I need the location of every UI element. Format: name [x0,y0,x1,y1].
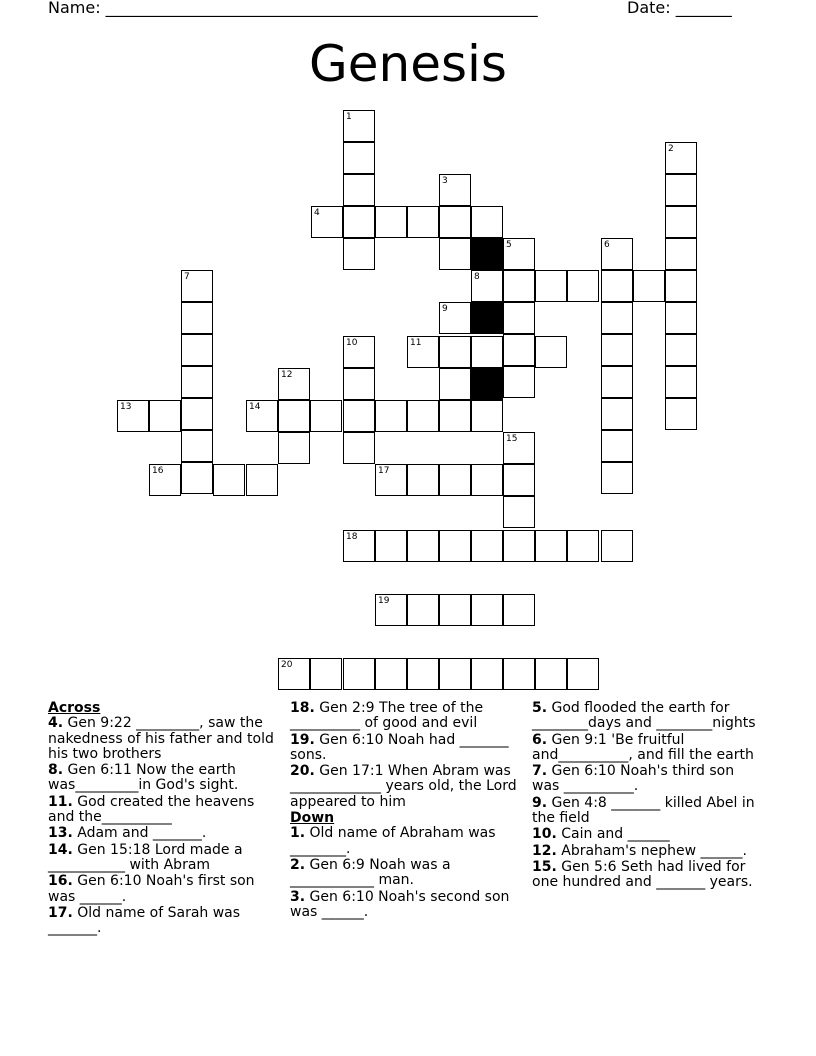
clue-number-label: 19. [290,731,315,748]
clue-number-label: 17. [48,904,73,921]
grid-cell[interactable] [665,206,697,238]
grid-cell[interactable] [567,530,599,562]
grid-cell[interactable] [375,594,407,626]
grid-cell[interactable] [665,142,697,174]
black-cell [471,302,503,334]
grid-cell[interactable] [439,658,471,690]
clue: 7. Gen 6:10 Noah's third son was __________. [532,763,735,795]
clue-number-label: 1. [290,825,306,842]
clue: 3. Gen 6:10 Noah's second son was ______. [290,888,510,920]
clue-number: 4 [314,208,320,218]
grid-cell[interactable] [439,464,471,496]
grid-cell[interactable] [278,368,310,400]
grid-cell[interactable] [181,398,213,430]
grid-cell[interactable] [375,658,407,690]
grid-cell[interactable] [439,206,471,238]
grid-cell[interactable] [471,594,503,626]
clue-number-label: 4. [48,715,64,732]
clue-column-2 [290,701,522,921]
clue: 5. God flooded the earth for ________days and ________nights [532,700,756,732]
grid-cell[interactable] [665,270,697,302]
grid-cell[interactable] [439,368,471,400]
black-cell [471,368,503,400]
grid-cell[interactable] [407,464,439,496]
clue-number-label: 12. [532,842,557,859]
grid-cell[interactable] [567,270,599,302]
clue: 9. Gen 4:8 _______ killed Abel in the field [532,794,755,827]
grid-cell[interactable] [601,366,633,398]
grid-cell[interactable] [601,462,633,494]
clue-number: 18 [346,532,358,542]
clue-number: 11 [410,338,422,348]
grid-cell[interactable] [601,270,633,302]
clue: 15. Gen 5:6 Seth had lived for one hundred and _______ years. [532,858,753,891]
grid-cell[interactable] [181,270,213,302]
clue-column-1 [48,701,278,937]
grid-cell[interactable] [439,530,471,562]
down-heading: Down [290,810,335,827]
grid-cell[interactable] [471,336,503,368]
grid-cell[interactable] [503,302,535,334]
clue-number: 3 [442,176,448,186]
grid-cell[interactable] [601,530,633,562]
grid-cell[interactable] [633,270,665,302]
clue-number-label: 3. [290,888,306,905]
clue: 10. Cain and ______ [532,826,670,843]
grid-cell[interactable] [601,238,633,270]
grid-cell[interactable] [407,594,439,626]
clue-number-label: 16. [48,873,73,890]
date-field: Date: _______ [627,0,732,17]
grid-cell[interactable] [471,206,503,238]
grid-cell[interactable] [181,334,213,366]
grid-cell[interactable] [601,398,633,430]
clue-number: 15 [506,434,518,444]
clue: 20. Gen 17:1 When Abram was _____________ years old, the Lord appeared to him [290,763,517,810]
grid-cell[interactable] [343,400,375,432]
grid-cell[interactable] [181,462,213,494]
grid-cell[interactable] [503,464,535,496]
grid-cell[interactable] [503,432,535,464]
clue: 8. Gen 6:11 Now the earth was_________in God's sight. [48,762,239,794]
clue-number-label: 7. [532,763,548,780]
clue-number-label: 10. [532,826,557,843]
grid-cell[interactable] [601,430,633,462]
clue-number-label: 11. [48,793,73,810]
grid-cell[interactable] [343,110,375,142]
grid-cell[interactable] [503,594,535,626]
clue: 11. God created the heavens and the__________ [48,793,255,826]
clue: 18. Gen 2:9 The tree of the __________ of good and evil [290,700,484,732]
grid-cell[interactable] [310,400,342,432]
clue-number-label: 6. [532,731,548,748]
grid-cell[interactable] [181,302,213,334]
grid-cell[interactable] [407,658,439,690]
clue-number: 5 [506,240,512,250]
grid-cell[interactable] [503,334,535,366]
black-cell [471,238,503,270]
grid-cell[interactable] [665,366,697,398]
clue-number: 2 [668,144,674,154]
clue: 12. Abraham's nephew ______. [532,842,747,859]
grid-cell[interactable] [471,270,503,302]
grid-cell[interactable] [439,302,471,334]
clue-number: 9 [442,304,448,314]
clue-number: 1 [346,112,352,122]
grid-cell[interactable] [343,206,375,238]
grid-cell[interactable] [535,336,567,368]
clue: 2. Gen 6:9 Noah was a ____________ man. [290,856,451,889]
clue-number: 10 [346,338,358,348]
clue-number-label: 20. [290,763,315,780]
clue-number-label: 9. [532,794,548,811]
clue-number-label: 14. [48,841,73,858]
grid-cell[interactable] [535,270,567,302]
grid-cell[interactable] [310,658,342,690]
grid-cell[interactable] [471,530,503,562]
grid-cell[interactable] [503,270,535,302]
grid-cell[interactable] [503,530,535,562]
clue-number: 17 [378,466,390,476]
grid-cell[interactable] [343,658,375,690]
grid-cell[interactable] [181,366,213,398]
grid-cell[interactable] [601,334,633,366]
grid-cell[interactable] [407,400,439,432]
grid-cell[interactable] [503,238,535,270]
clue-number-label: 13. [48,825,73,842]
name-field: Name: ______________________________________________________ [48,0,538,17]
clue-number: 12 [281,370,293,380]
across-heading: Across [48,700,101,716]
clue-number-label: 15. [532,858,557,875]
clue: 1. Old name of Abraham was ________. [290,825,496,857]
grid-cell[interactable] [439,174,471,206]
clue-number: 16 [152,466,164,476]
grid-cell[interactable] [311,206,343,238]
clue: 17. Old name of Sarah was _______. [48,904,241,937]
clue-number: 8 [474,272,480,282]
clue-number: 14 [249,402,261,412]
grid-cell[interactable] [149,464,181,496]
grid-cell[interactable] [471,464,503,496]
clue: 4. Gen 9:22 _________, saw the nakedness of his father and told his two brothers [48,715,274,762]
grid-cell[interactable] [278,400,310,432]
clue-number-label: 8. [48,762,64,779]
grid-cell[interactable] [343,336,375,368]
grid-cell[interactable] [471,400,503,432]
grid-cell[interactable] [665,334,697,366]
grid-cell[interactable] [439,594,471,626]
grid-cell[interactable] [439,336,471,368]
clue-number: 7 [184,272,190,282]
grid-cell[interactable] [665,174,697,206]
grid-cell[interactable] [601,302,633,334]
grid-cell[interactable] [407,206,439,238]
grid-cell[interactable] [343,238,375,270]
grid-cell[interactable] [213,464,245,496]
page-title: Genesis [309,35,507,93]
grid-cell[interactable] [343,368,375,400]
grid-cell[interactable] [117,400,149,432]
grid-cell[interactable] [407,530,439,562]
grid-cell[interactable] [535,658,567,690]
grid-cell[interactable] [375,206,407,238]
clue-number-label: 5. [532,700,548,716]
grid-cell[interactable] [343,432,375,464]
grid-cell[interactable] [665,302,697,334]
grid-cell[interactable] [535,530,567,562]
grid-cell[interactable] [343,142,375,174]
grid-cell[interactable] [181,430,213,462]
grid-cell[interactable] [343,530,375,562]
grid-cell[interactable] [665,398,697,430]
clue-number-label: 2. [290,856,306,873]
grid-cell[interactable] [278,658,310,690]
grid-cell[interactable] [471,658,503,690]
grid-cell[interactable] [149,400,181,432]
clue: 14. Gen 15:18 Lord made a ___________ with Abram [48,841,243,873]
clue-number-label: 18. [290,700,315,716]
grid-cell[interactable] [375,400,407,432]
grid-cell[interactable] [439,400,471,432]
grid-cell[interactable] [375,464,407,496]
clue-column-3 [532,701,757,892]
clue-number: 13 [120,402,132,412]
grid-cell[interactable] [567,658,599,690]
clue: 6. Gen 9:1 'Be fruitful and__________, and fill the earth [532,731,754,763]
grid-cell[interactable] [503,658,535,690]
grid-cell[interactable] [246,400,278,432]
clue-number: 6 [604,240,610,250]
clue: 13. Adam and _______. [48,825,207,842]
grid-cell[interactable] [343,174,375,206]
grid-cell[interactable] [439,238,471,270]
clue-number: 19 [378,596,390,606]
grid-cell[interactable] [407,336,439,368]
clue: 16. Gen 6:10 Noah's first son was ______. [48,873,255,905]
grid-cell[interactable] [503,496,535,528]
clue: 19. Gen 6:10 Noah had _______ sons. [290,731,509,763]
grid-cell[interactable] [665,238,697,270]
grid-cell[interactable] [278,432,310,464]
clue-number: 20 [281,660,293,670]
grid-cell[interactable] [375,530,407,562]
grid-cell[interactable] [503,366,535,398]
grid-cell[interactable] [246,464,278,496]
